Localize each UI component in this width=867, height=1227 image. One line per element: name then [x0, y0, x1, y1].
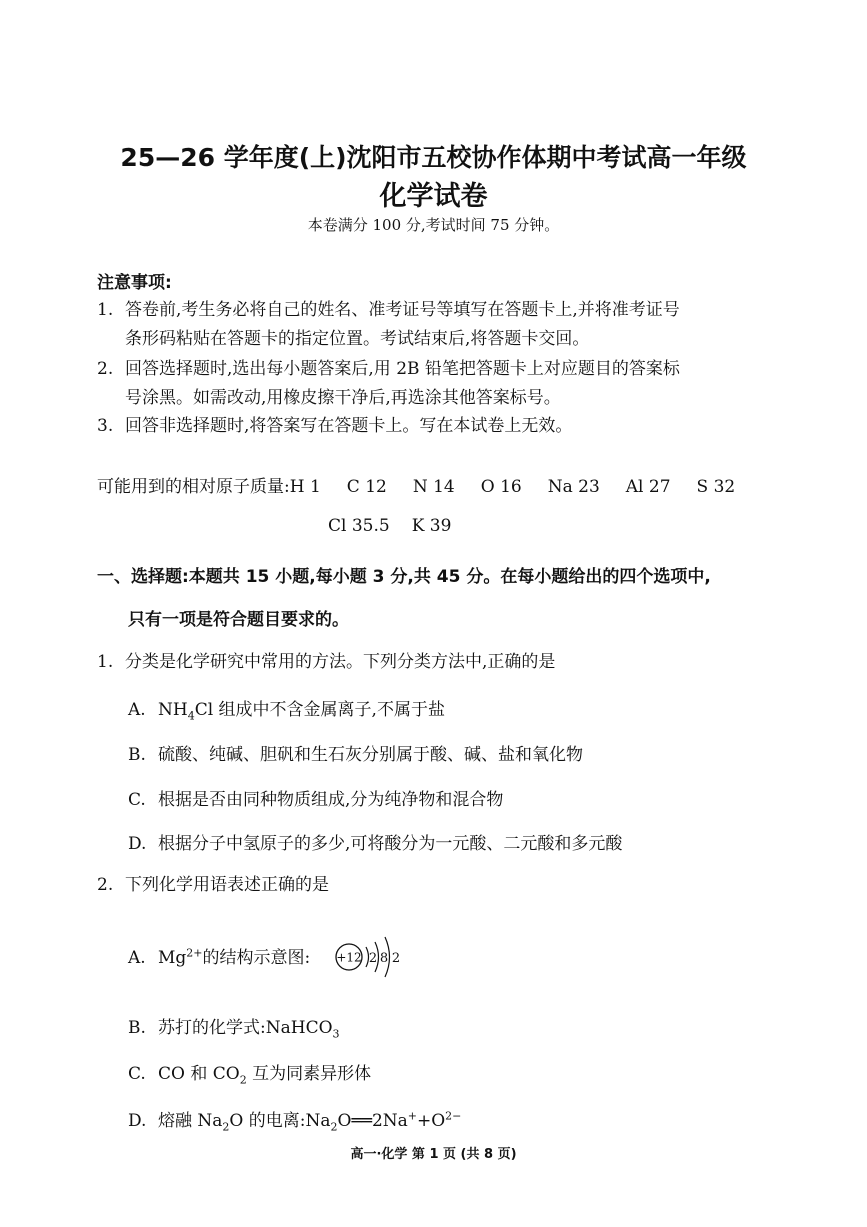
- shell-2-electrons: 8: [379, 951, 389, 966]
- atomic-masses: [97, 472, 735, 497]
- atomic-masses-row2: [328, 516, 451, 536]
- mass-h: H 1: [289, 477, 321, 497]
- option-text: Mg: [158, 948, 187, 968]
- mass-o: O 16: [480, 477, 522, 497]
- option-letter: A.: [128, 948, 146, 968]
- option-text: O 的电离:Na: [229, 1111, 331, 1131]
- question-number: 1.: [97, 652, 114, 672]
- subscript: 2: [222, 1120, 230, 1134]
- subscript: 2: [239, 1073, 247, 1087]
- notice-text: 回答非选择题时,将答案写在答题卡上。写在本试卷上无效。: [125, 416, 573, 436]
- notice-item-2-cont: 号涂黑。如需改动,用橡皮擦干净后,再选涂其他答案标号。: [125, 388, 561, 408]
- section-heading-cont: 只有一项是符合题目要求的。: [128, 610, 349, 630]
- exam-info: 本卷满分 100 分,考试时间 75 分钟。: [307, 216, 560, 234]
- mass-c: C 12: [346, 477, 387, 497]
- shell-1-electrons: 2: [368, 951, 378, 966]
- q2-option-b: [128, 1013, 340, 1040]
- subscript: 2: [330, 1120, 338, 1134]
- option-letter: C.: [128, 790, 146, 810]
- option-text: Cl 组成中不含金属离子,不属于盐: [194, 700, 445, 720]
- notice-item-2: [97, 357, 680, 381]
- notice-number: 1.: [97, 300, 114, 320]
- superscript: +: [407, 1109, 417, 1123]
- option-letter: A.: [128, 700, 146, 720]
- equals-sign: ══: [351, 1111, 372, 1131]
- question-2: [97, 873, 329, 897]
- mass-cl: Cl 35.5: [328, 516, 390, 536]
- atomic-masses-label: 可能用到的相对原子质量:: [97, 477, 290, 497]
- question-stem: 下列化学用语表述正确的是: [125, 875, 329, 895]
- subject-title: 化学试卷: [379, 181, 488, 212]
- mass-k: K 39: [411, 516, 452, 536]
- question-1: [97, 650, 555, 674]
- subscript: 4: [187, 709, 195, 723]
- option-letter: B.: [128, 1018, 146, 1038]
- question-stem: 分类是化学研究中常用的方法。下列分类方法中,正确的是: [125, 652, 556, 672]
- option-text: 硫酸、纯碱、胆矾和生石灰分别属于酸、碱、盐和氧化物: [158, 745, 583, 765]
- notice-heading: 注意事项:: [97, 273, 172, 293]
- option-text: 熔融 Na: [158, 1111, 223, 1131]
- option-letter: B.: [128, 745, 146, 765]
- option-letter: D.: [128, 1111, 147, 1131]
- notice-item-1: [97, 298, 680, 322]
- notice-text: 答卷前,考生务必将自己的姓名、准考证号等填写在答题卡上,并将准考证号: [125, 300, 680, 320]
- notice-number: 2.: [97, 359, 114, 379]
- question-number: 2.: [97, 875, 114, 895]
- q1-option-b: [128, 740, 583, 765]
- option-text: +O: [416, 1111, 446, 1131]
- q1-option-c: [128, 785, 503, 810]
- exam-title: 25—26 学年度(上)沈阳市五校协作体期中考试高一年级: [120, 143, 747, 172]
- notice-item-3: [97, 414, 572, 438]
- superscript: 2−: [445, 1109, 462, 1123]
- option-text: 苏打的化学式:NaHCO: [158, 1018, 333, 1038]
- q1-option-d: [128, 829, 622, 854]
- mass-na: Na 23: [547, 477, 600, 497]
- mg-ion-structure-diagram: [333, 933, 408, 983]
- q1-option-a: [128, 695, 445, 722]
- option-text: 的结构示意图:: [202, 948, 311, 968]
- option-text: NH: [158, 700, 188, 720]
- q2-option-c: [128, 1059, 371, 1086]
- option-text: 互为同素异形体: [246, 1064, 372, 1084]
- option-letter: C.: [128, 1064, 146, 1084]
- option-text: O: [337, 1111, 352, 1131]
- option-text: 根据是否由同种物质组成,分为纯净物和混合物: [158, 790, 504, 810]
- subscript: 3: [332, 1027, 340, 1041]
- notice-item-1-cont: 条形码粘贴在答题卡的指定位置。考试结束后,将答题卡交回。: [125, 329, 590, 349]
- option-letter: D.: [128, 834, 147, 854]
- mass-al: Al 27: [625, 477, 671, 497]
- superscript: 2+: [186, 946, 203, 960]
- mass-n: N 14: [412, 477, 455, 497]
- q2-option-d: [128, 1106, 461, 1133]
- nucleus-charge: +12: [336, 950, 362, 965]
- q2-option-a: [128, 943, 310, 968]
- notice-number: 3.: [97, 416, 114, 436]
- notice-text: 回答选择题时,选出每小题答案后,用 2B 铅笔把答题卡上对应题目的答案标: [125, 359, 680, 379]
- option-text: 根据分子中氢原子的多少,可将酸分为一元酸、二元酸和多元酸: [158, 834, 623, 854]
- mass-s: S 32: [696, 477, 736, 497]
- page-footer: 高一·化学 第 1 页 (共 8 页): [350, 1147, 517, 1162]
- shell-3-electrons: 2: [391, 951, 401, 966]
- option-text: CO 和 CO: [158, 1064, 240, 1084]
- option-text: 2Na: [371, 1111, 408, 1131]
- section-heading: 一、选择题:本题共 15 小题,每小题 3 分,共 45 分。在每小题给出的四个选项中,: [97, 567, 711, 587]
